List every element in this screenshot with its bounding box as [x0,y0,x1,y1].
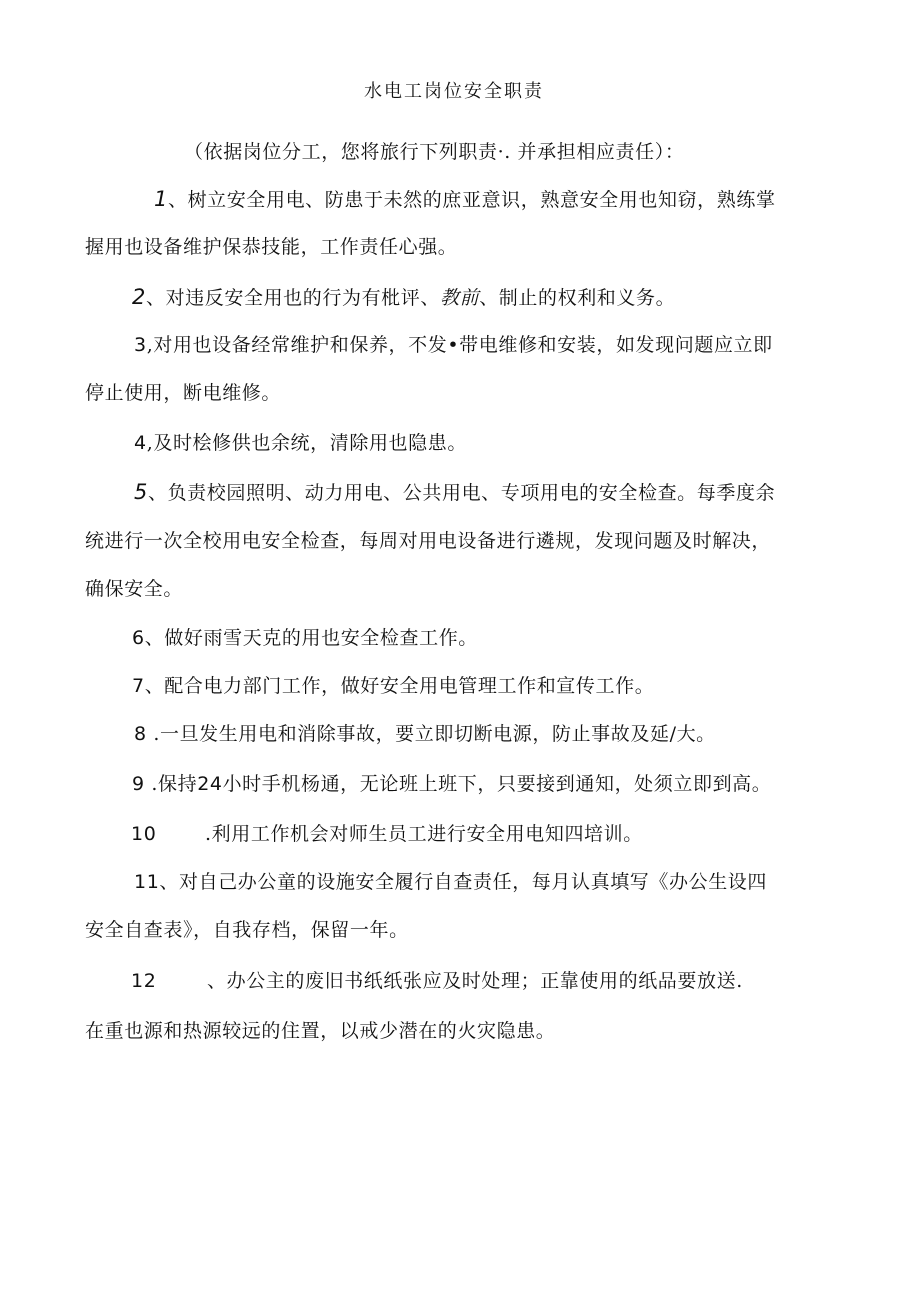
item-5-number: 5 [134,480,148,504]
item-2-text-c: 、制止的权利和义务。 [479,287,676,309]
item-12-line-1 [131,968,743,994]
item-10-text: .利用工作机会对师生员工进行安全用电知四培训。 [205,823,643,845]
item-9-line-1 [132,771,771,797]
item-4-line-1 [134,430,467,456]
item-4-text: ,及时桧修供也余统，清除用也隐患。 [146,432,467,454]
item-7-text: 、配合电力部门工作，做好安全用电管理工作和宣传工作。 [144,675,655,697]
item-9-number: 9 [132,773,145,795]
item-6-number: 6 [132,627,145,649]
item-5-line-3: 确保安全。 [85,578,184,600]
item-6-text: 、做好雨雪天克的用也安全检查工作。 [144,627,478,649]
item-5-line-1 [134,479,775,506]
item-3-text: ,对用也设备经常维护和保养，不发•带电维修和安装，如发现问题应立即 [146,334,773,356]
item-11-line-1 [134,869,767,895]
item-9-text-b: 小时手机杨通，无论班上班下，只要接到通知，处须立即到高。 [222,773,772,795]
item-8-number: 8 [134,723,147,745]
item-12-text: 、办公主的废旧书纸纸张应及时处理；正靠使用的纸品要放送. [207,970,743,992]
item-10-line-1 [131,821,643,847]
item-12-number: 12 [131,970,157,992]
item-2-line-1 [132,284,675,311]
item-1-number: 1 [154,187,168,211]
item-7-line-1 [132,673,654,699]
item-11-text: 、对自己办公童的设施安全履行自查责任，每月认真填写《办公生设四 [159,871,767,893]
item-6-line-1 [132,625,478,651]
item-1-line-2: 握用也设备维护保恭技能，工作责任心强。 [85,236,458,258]
item-8-line-1 [134,721,716,747]
item-1-line-1 [154,186,776,213]
item-1-text: 、树立安全用电、防患于未然的庶亚意识，熟意安全用也知窃，熟练掌 [167,189,776,211]
item-11-number: 11 [134,871,160,893]
item-2-number: 2 [132,285,146,309]
item-10-number: 10 [131,823,157,845]
item-8-text: .一旦发生用电和消除事故，要立即切断电源，防止事故及延/大。 [146,723,716,745]
item-2-text-a: 、对违反安全用也的行为有枇评、 [145,287,440,309]
item-12-line-2: 在重也源和热源较远的住置，以戒少潜在的火灾隐患。 [85,1020,556,1042]
item-7-number: 7 [132,675,145,697]
page-title: 水电工岗位安全职责 [364,81,544,102]
item-3-line-1 [134,332,773,358]
item-5-line-2: 统进行一次全校用电安全检查，每周对用电设备进行遴规，发现问题及时解决， [85,530,772,552]
item-2-text-italic: 教前 [439,287,480,309]
item-5-text: 、负责校园照明、动力用电、公共用电、专项用电的安全检查。每季度余 [147,482,776,504]
item-9-hours: 24 [197,773,223,795]
intro-text: （依据岗位分工，您将旅行下列职责·. 并承担相应责任）： [184,141,685,163]
item-4-number: 4 [134,432,147,454]
item-9-text-a: .保持 [144,773,198,795]
item-3-number: 3 [134,334,147,356]
item-11-line-2: 安全自查表》，自我存档，保留一年。 [85,919,409,941]
item-3-line-2: 停止使用，断电维修。 [85,382,282,404]
